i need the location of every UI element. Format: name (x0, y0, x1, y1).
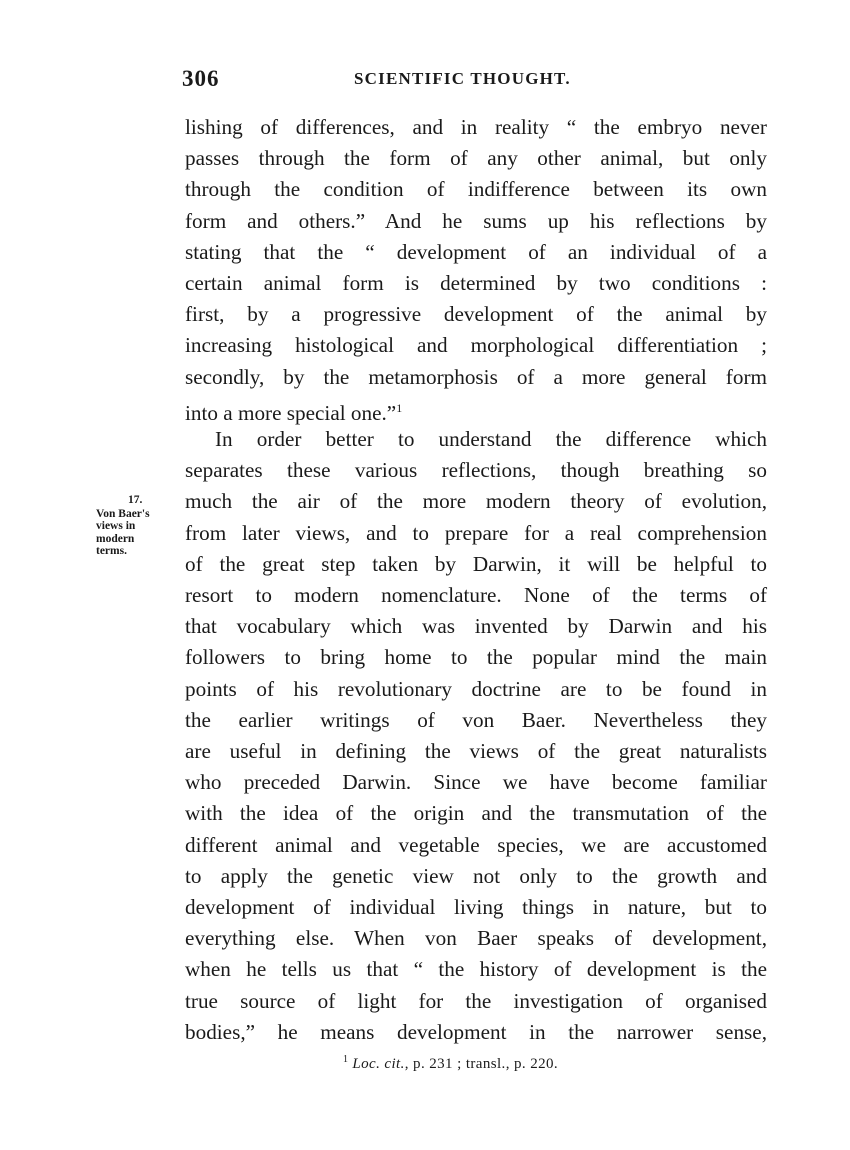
text-line (185, 923, 767, 954)
running-title: SCIENTIFIC THOUGHT. (354, 69, 571, 88)
text-line-content: who preceded Darwin. Since we have become familiar (185, 770, 767, 795)
text-line (185, 642, 767, 673)
text-line-content: increasing histological and morphological differentiation ; (185, 333, 767, 358)
footnote-loc-cit: Loc. cit. (352, 1056, 405, 1072)
margin-note (96, 494, 176, 558)
text-line (185, 424, 767, 455)
text-line (185, 611, 767, 642)
text-line (185, 954, 767, 985)
text-line (185, 892, 767, 923)
footnote-reference: 1 (396, 400, 403, 415)
text-line (185, 580, 767, 611)
text-line (185, 362, 767, 393)
text-line (185, 112, 767, 143)
footnote (343, 1054, 558, 1073)
text-line-content: first, by a progressive development of the animal by (185, 302, 767, 327)
text-line-content: different animal and vegetable species, we are accustomed (185, 832, 767, 857)
text-line-content: resort to modern nomenclature. None of the terms of (185, 583, 767, 607)
text-line (185, 1017, 767, 1048)
text-line-content: In order better to understand the difference which (215, 427, 767, 451)
running-head (182, 66, 762, 96)
text-line (185, 798, 767, 829)
text-line (185, 549, 767, 580)
text-line (185, 861, 767, 892)
text-line-content: that vocabulary which was invented by Darwin and his (185, 614, 767, 639)
text-line-content: are useful in defining the views of the great naturalists (185, 739, 767, 763)
page-number: 306 (182, 66, 220, 91)
text-line (185, 393, 767, 424)
text-line-content: stating that the “ development of an individual of a (185, 239, 767, 264)
text-line (185, 268, 767, 299)
text-line-content: passes through the form of any other animal, but only (185, 146, 767, 171)
text-line-content: followers to bring home to the popular mind the main (185, 645, 767, 670)
text-line (185, 518, 767, 549)
text-line-content: certain animal form is determined by two conditions : (185, 271, 767, 295)
text-line (185, 986, 767, 1017)
text-line (185, 767, 767, 798)
text-line (185, 143, 767, 174)
text-line-content: points of his revolutionary doctrine are to be found in (185, 676, 767, 701)
footnote-text: , p. 231 ; transl., p. 220. (404, 1056, 559, 1072)
text-line (185, 674, 767, 705)
text-line-content: secondly, by the metamorphosis of a more general form (185, 364, 767, 389)
text-line-content: with the idea of the origin and the transmutation of the (185, 801, 767, 826)
text-line (185, 237, 767, 268)
text-line-content: true source of light for the investigation of organised (185, 988, 767, 1013)
text-line-content: development of individual living things in nature, but to (185, 895, 767, 919)
text-line (185, 206, 767, 237)
text-line-content: form and others.” And he sums up his reflections by (185, 208, 767, 233)
text-line-content: the earlier writings of von Baer. Nevertheless they (185, 707, 767, 732)
margin-note-line: views in (96, 520, 136, 532)
text-line (185, 486, 767, 517)
text-line-content: much the air of the more modern theory of evolution, (185, 489, 767, 514)
text-line-content: bodies,” he means development in the narrower sense, (185, 1019, 767, 1044)
text-line-content: from later views, and to prepare for a real comprehension (185, 520, 767, 545)
text-line (185, 330, 767, 361)
text-line (185, 705, 767, 736)
text-line-content: of the great step taken by Darwin, it will be helpful to (185, 551, 767, 576)
text-line-content: through the condition of indifference between its own (185, 177, 767, 202)
text-line-content: when he tells us that “ the history of development is the (185, 957, 767, 982)
margin-note-line: terms. (96, 545, 127, 557)
margin-note-number: 17. (128, 494, 143, 506)
text-line (185, 455, 767, 486)
margin-note-line: modern (96, 532, 135, 545)
text-line (185, 174, 767, 205)
margin-note-line: Von Baer's (96, 507, 150, 520)
text-line-content: lishing of differences, and in reality “ the embryo never (185, 115, 767, 139)
footnote-mark: 1 (343, 1054, 349, 1065)
text-line-content: into a more special one.” (185, 400, 397, 425)
text-line-content: everything else. When von Baer speaks of development, (185, 926, 767, 951)
text-line-content: separates these various reflections, though breathing so (185, 458, 767, 483)
text-line-content: to apply the genetic view not only to the growth and (185, 863, 767, 888)
text-line (185, 736, 767, 767)
text-line (185, 299, 767, 330)
text-line (185, 830, 767, 861)
